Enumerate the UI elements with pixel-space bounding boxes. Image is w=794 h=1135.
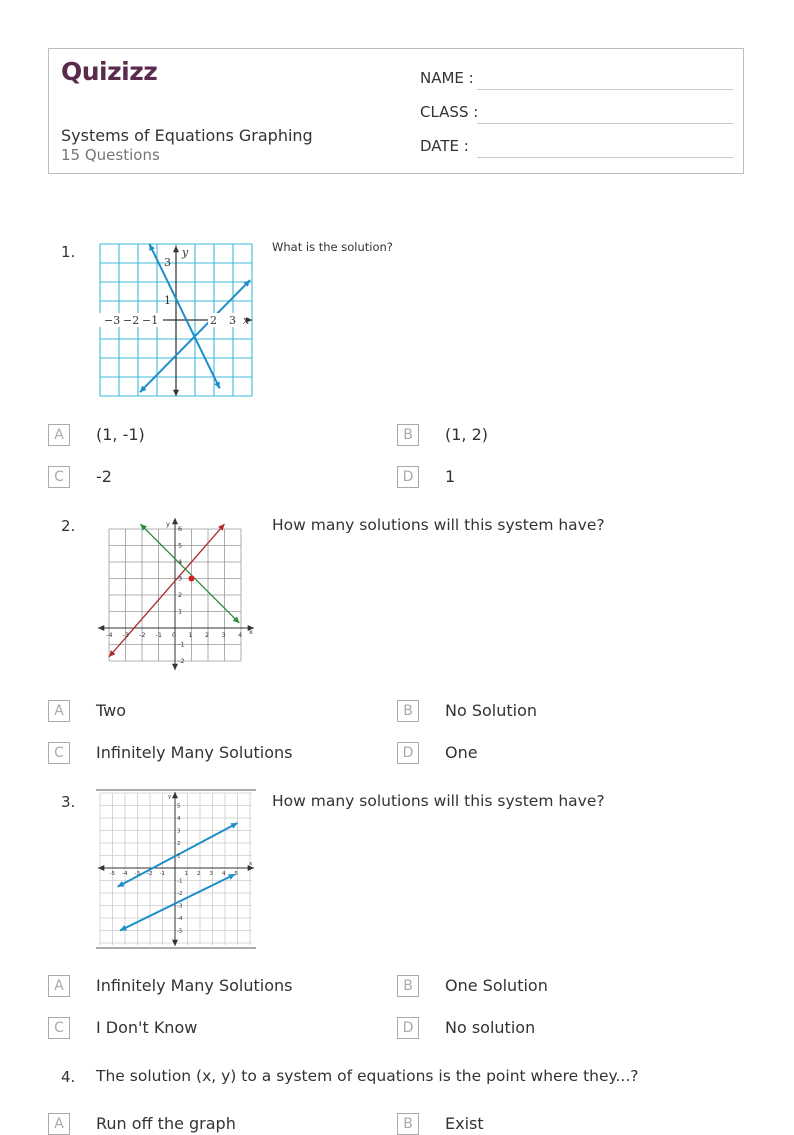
x-axis-arrowhead — [98, 865, 104, 871]
tick-label: 2 — [205, 631, 210, 639]
question-text: How many solutions will this system have? — [272, 516, 605, 534]
tick-label: 1 — [178, 607, 183, 616]
date-label: DATE : — [420, 137, 469, 155]
option-letter: B — [397, 700, 419, 722]
option-letter: A — [48, 424, 70, 446]
tick-label: 2 — [178, 591, 183, 599]
question-3-graph — [96, 789, 256, 949]
tick-label: -1 — [159, 871, 165, 877]
tick-label: -5 — [177, 928, 183, 935]
tick-label: −1 — [142, 314, 159, 327]
tick-label: 0 — [172, 631, 177, 639]
tick-label: 6 — [178, 525, 183, 533]
question-text: The solution (x, y) to a system of equations is the point where they...? — [96, 1067, 639, 1085]
tick-label: -3 — [122, 631, 129, 639]
tick-label: 2 — [210, 314, 217, 327]
brand-name: Quizizz — [61, 57, 158, 86]
tick-label: 2 — [177, 841, 181, 847]
tick-label: 3 — [229, 314, 236, 327]
option-text: No solution — [445, 1018, 536, 1037]
question-text: What is the solution? — [272, 240, 393, 254]
tick-label: 5 — [177, 803, 181, 810]
tick-label: -1 — [178, 640, 185, 649]
class-label: CLASS : — [420, 103, 479, 121]
option-text: Two — [96, 701, 126, 720]
option-letter: D — [397, 1017, 419, 1039]
tick-label: 1 — [164, 294, 171, 307]
option-text: -2 — [96, 467, 112, 486]
tick-label: 4 — [238, 631, 243, 639]
tick-label: 4 — [222, 871, 226, 877]
tick-label: 3 — [221, 631, 226, 639]
tick-label: -5 — [109, 871, 115, 877]
tick-label: -1 — [177, 878, 183, 885]
option-text: (1, -1) — [96, 425, 145, 444]
tick-label: 3 — [209, 871, 213, 877]
option-letter: C — [48, 466, 70, 488]
tick-label: -4 — [177, 916, 183, 922]
option-text: One Solution — [445, 976, 548, 995]
option-text: No Solution — [445, 701, 538, 720]
tick-label: 2 — [197, 871, 201, 877]
option-letter: B — [397, 975, 419, 997]
option-text: Exist — [445, 1114, 484, 1133]
tick-label: 1 — [188, 631, 193, 639]
option-text: One — [445, 743, 478, 762]
question-number: 1. — [61, 243, 76, 261]
tick-label: 1 — [177, 853, 181, 860]
option-letter: A — [48, 975, 70, 997]
option-letter: A — [48, 700, 70, 722]
option-text: 1 — [445, 467, 456, 486]
option-text: (1, 2) — [445, 425, 489, 444]
x-axis-label: x — [249, 861, 253, 867]
tick-label: 1 — [184, 871, 188, 877]
tick-label: 5 — [234, 871, 238, 877]
question-number: 2. — [61, 517, 76, 535]
x-axis-arrowhead — [98, 625, 104, 631]
name-label: NAME : — [420, 69, 474, 87]
x-axis-label: x — [249, 628, 253, 636]
y-axis-label: y — [168, 794, 172, 800]
tick-label: -3 — [134, 871, 140, 877]
tick-label: 3 — [164, 256, 171, 269]
intersection-point — [189, 576, 195, 582]
tick-label: -1 — [155, 631, 162, 639]
y-axis-label: y — [182, 246, 189, 259]
tick-label: -4 — [122, 871, 128, 877]
y-axis-arrowhead — [172, 518, 178, 524]
question-1-graph — [98, 242, 256, 400]
x-axis-label: x — [243, 314, 250, 327]
worksheet-header — [48, 48, 744, 174]
tick-label: -2 — [177, 891, 183, 897]
y-axis-arrowhead — [173, 390, 179, 396]
option-text: Run off the graph — [96, 1114, 236, 1133]
option-text: Infinitely Many Solutions — [96, 743, 293, 762]
option-letter: B — [397, 1113, 419, 1135]
y-axis-arrowhead — [173, 246, 179, 252]
tick-label: -2 — [178, 657, 185, 665]
tick-label: -2 — [147, 871, 153, 877]
option-letter: B — [397, 424, 419, 446]
question-2-graph — [96, 514, 258, 676]
option-letter: C — [48, 742, 70, 764]
class-line[interactable] — [477, 123, 733, 124]
tick-label: 5 — [178, 541, 183, 550]
y-axis-label: y — [166, 520, 170, 528]
option-text: Infinitely Many Solutions — [96, 976, 293, 995]
option-letter: A — [48, 1113, 70, 1135]
tick-label: −3 — [104, 314, 121, 327]
tick-label: 4 — [178, 558, 183, 566]
question-text: How many solutions will this system have? — [272, 792, 605, 810]
option-text: I Don't Know — [96, 1018, 198, 1037]
tick-label: 3 — [177, 828, 181, 835]
question-count: 15 Questions — [61, 146, 160, 164]
question-number: 4. — [61, 1068, 76, 1086]
tick-label: 3 — [178, 574, 183, 583]
date-line[interactable] — [477, 157, 733, 158]
quizizz-logo — [61, 57, 157, 86]
name-line[interactable] — [477, 89, 733, 90]
tick-label: −2 — [123, 314, 140, 327]
worksheet-title: Systems of Equations Graphing — [61, 126, 313, 145]
option-letter: C — [48, 1017, 70, 1039]
tick-label: 4 — [177, 816, 181, 822]
tick-label: -4 — [106, 631, 113, 639]
option-letter: D — [397, 466, 419, 488]
tick-label: -3 — [177, 903, 183, 910]
question-number: 3. — [61, 793, 76, 811]
option-letter: D — [397, 742, 419, 764]
tick-label: -2 — [139, 631, 146, 639]
